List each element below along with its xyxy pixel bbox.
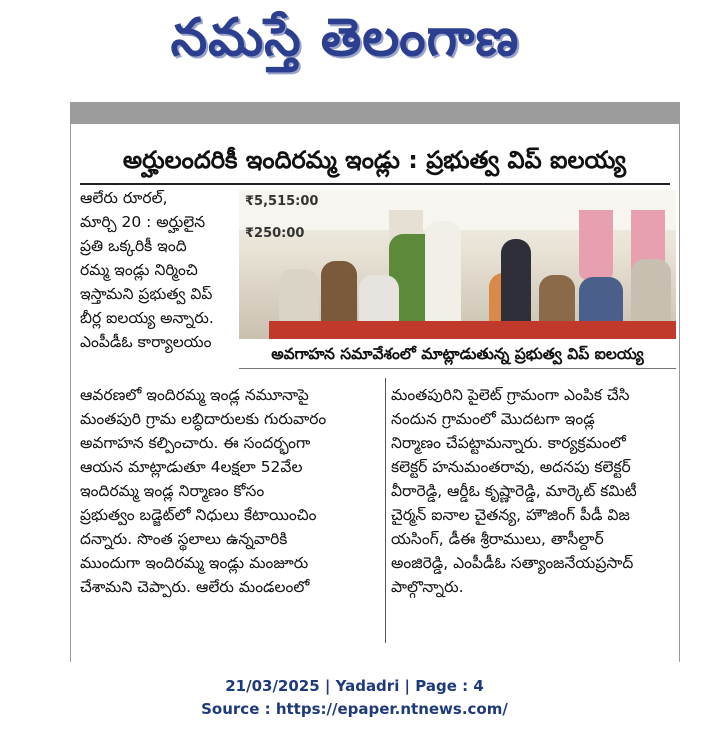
article-line: ఇందిరమ్మ ఇండ్ల నిర్మాణం కోసం <box>80 482 265 500</box>
article-line: వీరారెడ్డి, ఆర్డీఓ కృష్ణారెడ్డి, మార్కెట్ కమిటీ <box>391 482 637 500</box>
article-line: బీర్ల ఐలయ్య అన్నారు. <box>80 309 214 327</box>
news-photo <box>239 190 676 339</box>
article-line: ప్రతి ఒక్కరికీ ఇంది <box>80 237 187 255</box>
article-line: నందున గ్రామంలో మొదటగా ఇండ్ల <box>391 410 595 428</box>
headline-rule <box>80 183 670 185</box>
footer-date-line: 21/03/2025 | Yadadri | Page : 4 <box>225 677 484 695</box>
article-line: యసింగ్, డీఈ శ్రీరాములు, తాసీల్దార్ <box>391 530 604 548</box>
article-line: మంతపురిని పైలెట్ గ్రామంగా ఎంపిక చేసి <box>391 386 630 404</box>
article-column-1-top <box>80 186 232 354</box>
masthead-logo: నమస్తే తెలంగాణ <box>170 7 520 68</box>
article-column-2 <box>391 383 673 599</box>
article-line: రమ్మ ఇండ్లు నిర్మించి <box>80 261 198 279</box>
article-line: ఇస్తామని ప్రభుత్వ విప్ <box>80 285 213 303</box>
article-line: ఆలేరు రూరల్, <box>80 189 168 207</box>
article-line: ముందుగా ఇందిరమ్మ ఇండ్లు మంజూరు <box>80 554 309 572</box>
footer-source-line: Source : https://epaper.ntnews.com/ <box>201 700 508 718</box>
banner-price-2: ₹250:00 <box>245 226 305 241</box>
photo-caption: అవగాహన సమావేశంలో మాట్లాడుతున్న ప్రభుత్వ విప్ ఐలయ్య <box>271 345 644 363</box>
stage-table <box>269 321 676 339</box>
article-line: పాల్గొన్నారు. <box>391 578 464 596</box>
headline: అర్హులందరికీ ఇందిరమ్మ ఇండ్లు : ప్రభుత్వ విప్ ఐలయ్య <box>122 146 627 174</box>
article-line: మంతపురి గ్రామ లబ్ధిదారులకు గురువారం <box>80 410 327 428</box>
article-line: ఎంపీడీఓ కార్యాలయం <box>80 333 212 351</box>
article-line: ఆయన మాట్లాడుతూ 4లక్షలా 52వేల <box>80 458 303 476</box>
article-line: చేశామని చెప్పారు. ఆలేరు మండలంలో <box>80 578 310 596</box>
article-line: అంజిరెడ్డి, ఎంపీడీఓ సత్యాంజనేయప్రసాద్ <box>391 554 634 572</box>
article-line: అవగాహన కల్పించారు. ఈ సందర్భంగా <box>80 434 311 452</box>
article-line: ప్రభుత్వం బడ్జెట్‌లో నిధులు కేటాయించిం <box>80 506 317 524</box>
article-line: దన్నారు. సొంత స్థలాలు ఉన్నవారికి <box>80 530 288 548</box>
article-line: ఆవరణలో ఇందిరమ్మ ఇండ్ల నమూనాపై <box>80 386 309 404</box>
column-divider <box>385 378 386 643</box>
article-line: కలెక్టర్ హనుమంతరావు, అదనపు కలెక్టర్ <box>391 458 631 476</box>
article-line: చైర్మన్ ఐనాల చైతన్య, హౌజింగ్ పీడీ విజ <box>391 506 630 524</box>
article-line: నిర్మాణం చేపట్టామన్నారు. కార్యక్రమంలో <box>391 434 626 452</box>
article-line: మార్చి 20 : అర్హులైన <box>80 213 206 231</box>
article-column-1-bottom <box>80 383 380 599</box>
banner-price-1: ₹5,515:00 <box>245 194 319 209</box>
